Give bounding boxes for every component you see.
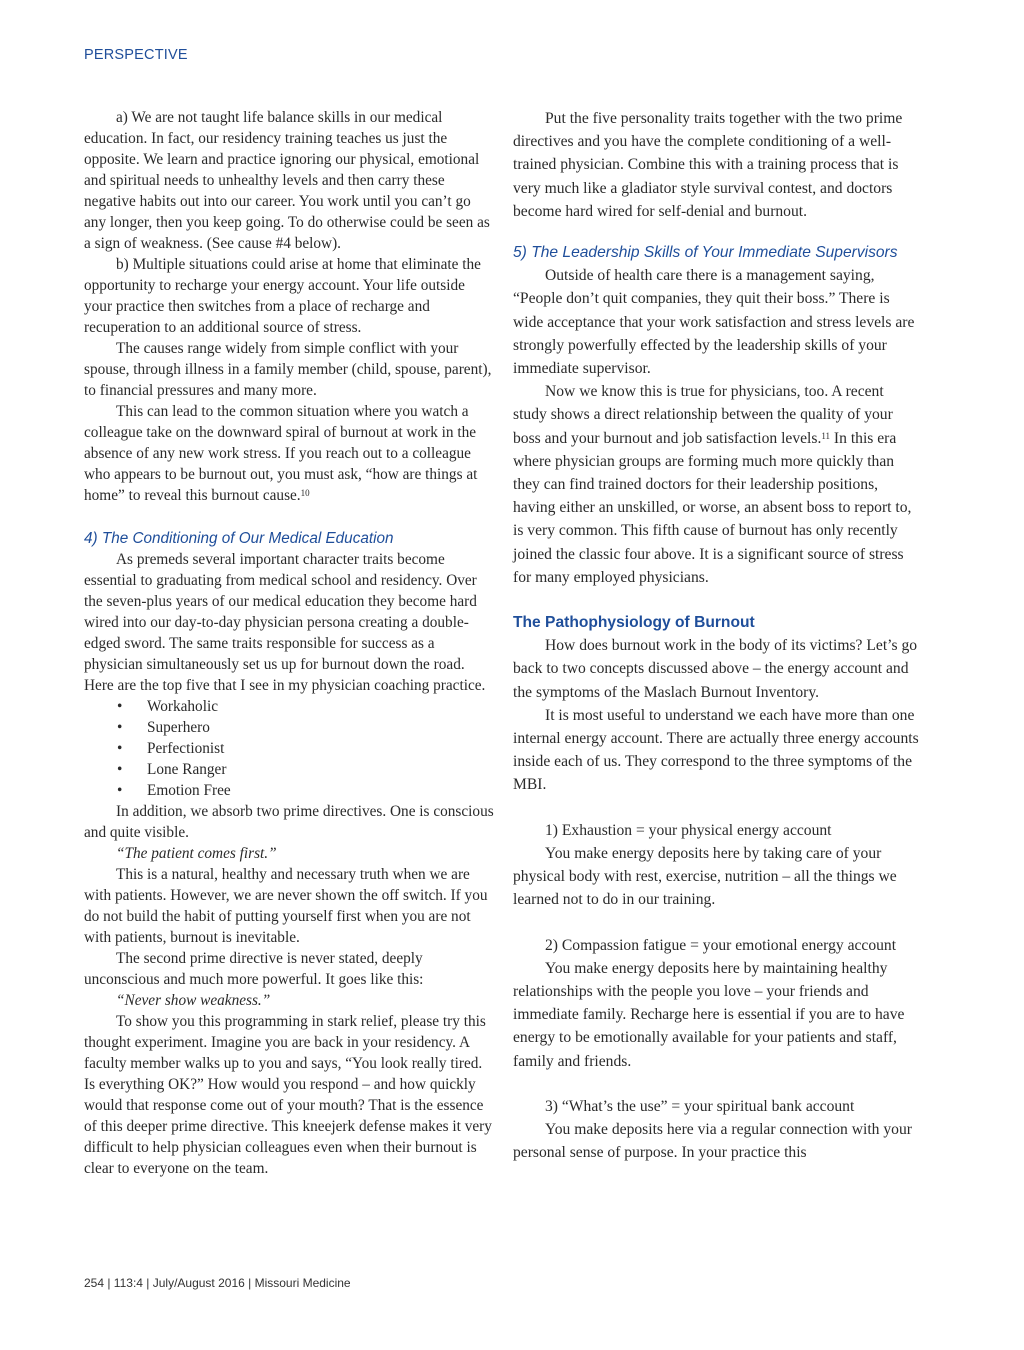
- paragraph-colleague-text: This can lead to the common situation where you watch a colleague take on the downward spiral of burnout at work in the absence of any new work stress. If you reach out to a colleague who appears to be burnout out, you must ask, “how are things at home” to reveal this burnout cause.: [84, 403, 478, 504]
- trait-label: Superhero: [147, 719, 210, 736]
- quote-never-show-weakness: “Never show weakness.”: [116, 992, 271, 1009]
- bullet: •: [117, 719, 123, 736]
- account-2-body: You make energy deposits here by maintaining healthy relationships with the people you love – your friends and immediate family. Recharge here is essential if you are to have energy to be emotionally available for your patients and staff, family and friends.: [513, 959, 905, 1070]
- account-1-title: 1) Exhaustion = your physical energy account: [545, 821, 832, 839]
- list-item: [84, 759, 494, 780]
- paragraph-now-text-1: Now we know this is true for physicians, too. A recent study shows a direct relationship between the quality of your boss and your burnout and job satisfaction levels.: [513, 383, 893, 447]
- trait-label: Lone Ranger: [147, 761, 227, 778]
- trait-label: Perfectionist: [147, 740, 225, 757]
- paragraph-outside: Outside of health care there is a management saying, “People don’t quit companies, they quit their boss.” There is wide acceptance that your work satisfaction and stress levels are strongly powerfully effected by the leadership skills of your immediate supervisor.: [513, 267, 915, 378]
- list-item: [84, 696, 494, 717]
- list-item: [84, 738, 494, 759]
- account-1-body: You make energy deposits here by taking care of your physical body with rest, exercise, nutrition – all the things we learned not to do in our training.: [513, 844, 897, 909]
- account-3-body: You make deposits here via a regular connection with your personal sense of purpose. In your practice this: [513, 1120, 912, 1162]
- quote-patient-first: “The patient comes first.”: [116, 845, 277, 862]
- list-item: [84, 717, 494, 738]
- paragraph-second-directive: The second prime directive is never stated, deeply unconscious and much more powerful. It goes like this:: [84, 950, 424, 988]
- paragraph-how: How does burnout work in the body of its victims? Let’s go back to two concepts discussed above – the energy account and the symptoms of the Maslach Burnout Inventory.: [513, 637, 918, 701]
- heading-cause-4: 4) The Conditioning of Our Medical Education: [84, 530, 394, 547]
- bullet: •: [117, 761, 123, 778]
- bullet: •: [117, 740, 123, 757]
- traits-list: [84, 696, 494, 801]
- section-label: PERSPECTIVE: [84, 47, 188, 63]
- heading-cause-5: 5) The Leadership Skills of Your Immediate Supervisors: [513, 244, 898, 262]
- account-3-title: 3) “What’s the use” = your spiritual bank account: [545, 1097, 855, 1115]
- list-item: [84, 780, 494, 801]
- paragraph-now: [513, 380, 919, 589]
- bullet: •: [117, 782, 123, 799]
- paragraph-a: a) We are not taught life balance skills in our medical education. In fact, our residency training teaches us just the opposite. We learn and practice ignoring our physical, emotional and spiritual needs to unhealthy levels and then carry these negative habits out into our career. You work until you can’t go any longer, then you keep going. To do otherwise could be seen as a sign of weakness. (See cause #4 below).: [84, 109, 490, 252]
- trait-label: Emotion Free: [147, 782, 231, 799]
- left-column: [84, 107, 494, 1179]
- heading-pathophysiology: The Pathophysiology of Burnout: [513, 614, 755, 632]
- paragraph-now-text-2: In this era where physician groups are forming much more quickly than they can find trained doctors for their leadership positions, having either an unskilled, or worse, an absent boss to report to, is very common. This fifth cause of burnout has only recently joined the classic four above. It is a significant source of stress for many employed physicians.: [513, 429, 912, 586]
- paragraph-premeds: As premeds several important character traits become essential to graduating from medical school and residency. Over the seven-plus years of our medical education they become hard wired into our day-to-day physician persona creating a double-edged sword. The same traits responsible for success as a physician simultaneously set us up for burnout down the road. Here are the top five that I see in my physician coaching practice.: [84, 551, 486, 694]
- paragraph-addition: In addition, we absorb two prime directives. One is conscious and quite visible.: [84, 803, 494, 841]
- page-footer: 254 | 113:4 | July/August 2016 | Missouri Medicine: [84, 1276, 351, 1290]
- paragraph-b: b) Multiple situations could arise at home that eliminate the opportunity to recharge your energy account. Your life outside your practice then switches from a place of recharge and recuperation to an additional source of stress.: [84, 256, 481, 336]
- right-column: [513, 107, 919, 1164]
- paragraph-put-together: Put the five personality traits together with the two prime directives and you have the complete conditioning of a well-trained physician. Combine this with a training process that is very much like a gladiator style survival contest, and doctors become hard wired for self-denial and burnout.: [513, 110, 903, 220]
- citation-10: 10: [300, 488, 310, 498]
- paragraph-colleague: [84, 401, 494, 506]
- bullet: •: [117, 698, 123, 715]
- paragraph-causes: The causes range widely from simple conflict with your spouse, through illness in a family member (child, spouse, parent), to financial pressures and many more.: [84, 340, 492, 399]
- paragraph-natural: This is a natural, healthy and necessary truth when we are with patients. However, we are never shown the off switch. If you do not build the habit of putting yourself first when you are not with patients, burnout is inevitable.: [84, 866, 488, 946]
- trait-label: Workaholic: [147, 698, 218, 715]
- paragraph-thought-experiment: To show you this programming in stark relief, please try this thought experiment. Imagine you are back in your residency. A faculty member walks up to you and says, “You look really tired. Is everything OK?” How would you respond – and how quickly would that response come out of your mouth? That is the essence of this deeper prime directive. This kneejerk defense makes it very difficult to help physician colleagues even when their burnout is clear to everyone on the team.: [84, 1013, 492, 1177]
- account-2-title: 2) Compassion fatigue = your emotional energy account: [545, 936, 897, 954]
- paragraph-useful: It is most useful to understand we each have more than one internal energy account. There are actually three energy accounts inside each of us. They correspond to the three symptoms of the MBI.: [513, 706, 919, 794]
- citation-11: 11: [821, 430, 831, 441]
